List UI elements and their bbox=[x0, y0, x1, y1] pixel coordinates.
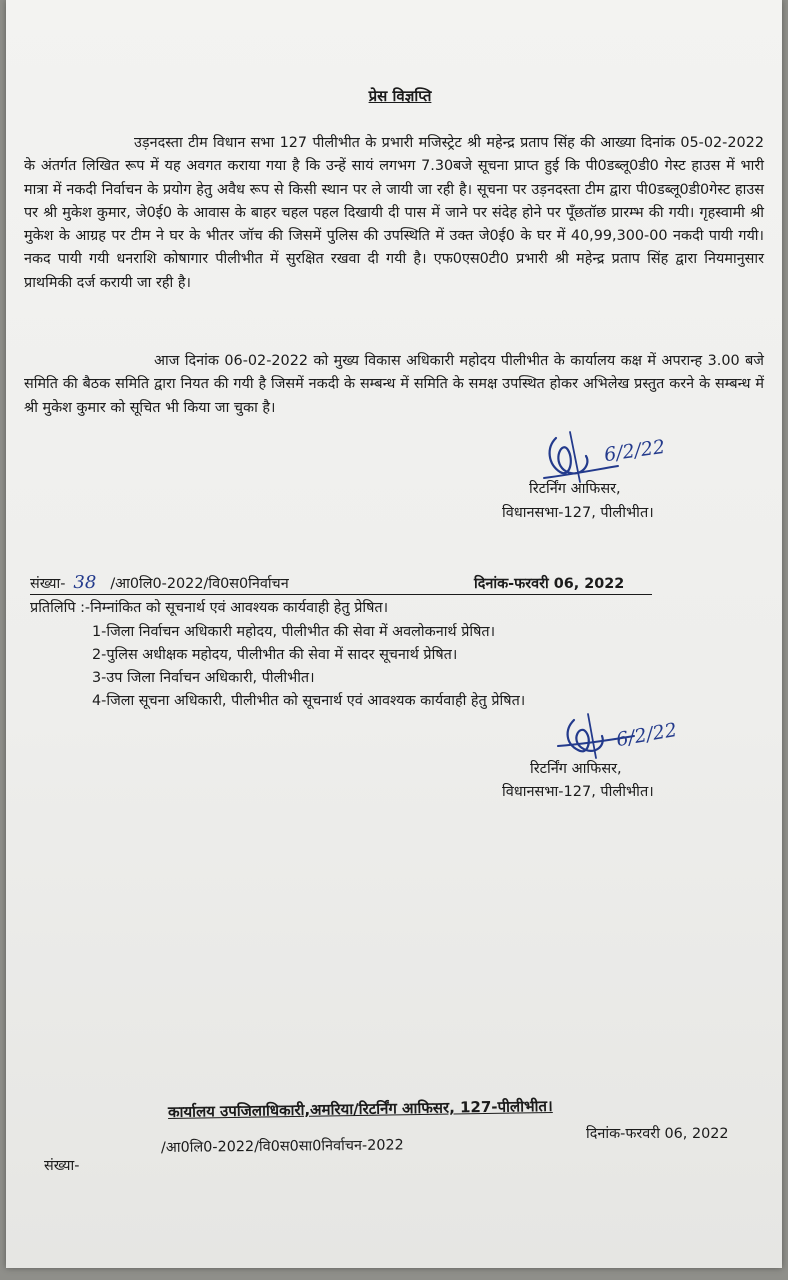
reference-number: 38 bbox=[73, 572, 97, 593]
signature-1-office: विधानसभा-127, पीलीभीत। bbox=[502, 505, 654, 521]
signature-2-designation: रिटर्निंग आफिसर, bbox=[530, 761, 622, 777]
page-title: प्रेस विज्ञप्ति bbox=[368, 87, 432, 105]
copy-item-3: 3-उप जिला निर्वाचन अधिकारी, पीलीभीत। bbox=[92, 670, 315, 686]
signature-2-date: 6/2/22 bbox=[614, 718, 679, 752]
reference-code: /आ0लि0-2022/वि0स0निर्वाचन bbox=[110, 576, 289, 592]
copy-item-2: 2-पुलिस अधीक्षक महोदय, पीलीभीत की सेवा में सादर सूचनार्थ प्रेषित। bbox=[92, 647, 458, 663]
reference-underline bbox=[30, 594, 652, 595]
reference-prefix: संख्या- bbox=[30, 576, 66, 592]
reference-date: दिनांक-फरवरी 06, 2022 bbox=[474, 576, 625, 592]
document-page bbox=[6, 0, 782, 1268]
body-paragraph-1: उड़नदस्ता टीम विधान सभा 127 पीलीभीत के प्रभारी मजिस्ट्रेट श्री महेन्द्र प्रताप सिंह की आख्या दिनांक 05-02-2022 के अंतर्गत लिखित रूप में यह अवगत कराया गया है कि उन्हें सायं लगभग 7.30बजे सूचना प्राप्त हुई कि पी0डब्लू0डी0 गेस्ट हाउस में भारी मात्रा में नकदी निर्वाचन के प्रयोग हेतु अवैध रूप से किसी स्थान पर ले जायी जा रही है। सूचना पर उड़नदस्ता टीम द्वारा पी0डब्लू0डी0गेस्ट हाउस पर श्री मुकेश कुमार, जे0ई0 के आवास के बाहर चहल पहल दिखायी दी पास में जाने पर संदेह होने पर पूँछतॉछ प्रारम्भ की गयी। गृहस्वामी श्री मुकेश के आग्रह पर टीम ने घर के भीतर जॉच की जिसमें पुलिस की उपस्थिति में उक्त जे0ई0 के घर में 40,99,300-00 नकदी पायी गयी। नकद पायी गयी धनराशि कोषागार पीलीभीत में सुरक्षित रखवा दी गयी है। एफ0एस0टी0 प्रभारी श्री महेन्द्र प्रताप सिंह द्वारा नियमानुसार प्राथमिकी दर्ज करायी जा रही है। bbox=[24, 135, 764, 291]
copy-item-1: 1-जिला निर्वाचन अधिकारी महोदय, पीलीभीत की सेवा में अवलोकनार्थ प्रेषित। bbox=[92, 624, 496, 640]
office-stamp-date: दिनांक-फरवरी 06, 2022 bbox=[586, 1126, 729, 1142]
signature-1-date: 6/2/22 bbox=[602, 435, 667, 467]
signature-2-office: विधानसभा-127, पीलीभीत। bbox=[502, 784, 654, 800]
office-stamp: कार्यालय उपजिलाधिकारी,अमरिया/रिटर्निंग आफिसर, 127-पीलीभीत। bbox=[167, 1096, 553, 1121]
signature-1-designation: रिटर्निंग आफिसर, bbox=[529, 481, 621, 497]
copy-intro: प्रतिलिपि :-निम्नांकित को सूचनार्थ एवं आवश्यक कार्यवाही हेतु प्रेषित। bbox=[30, 600, 389, 616]
copy-item-4: 4-जिला सूचना अधिकारी, पीलीभीत को सूचनार्थ एवं आवश्यक कार्यवाही हेतु प्रेषित। bbox=[92, 693, 526, 709]
body-paragraph-2: आज दिनांक 06-02-2022 को मुख्य विकास अधिकारी महोदय पीलीभीत के कार्यालय कक्ष में अपरान्ह 3.00 बजे समिति की बैठक समिति द्वारा नियत की गयी है जिसमें नकदी के सम्बन्ध में समिति के समक्ष उपस्थित होकर अभिलेख प्रस्तुत करने के सम्बन्ध में श्री मुकेश कुमार को सूचित भी किया जा चुका है। bbox=[24, 353, 764, 416]
reference-line bbox=[30, 572, 289, 593]
office-stamp-number-label: संख्या- bbox=[44, 1158, 80, 1174]
office-stamp-reference: /आ0लि0-2022/वि0स0सा0निर्वाचन-2022 bbox=[160, 1137, 404, 1156]
